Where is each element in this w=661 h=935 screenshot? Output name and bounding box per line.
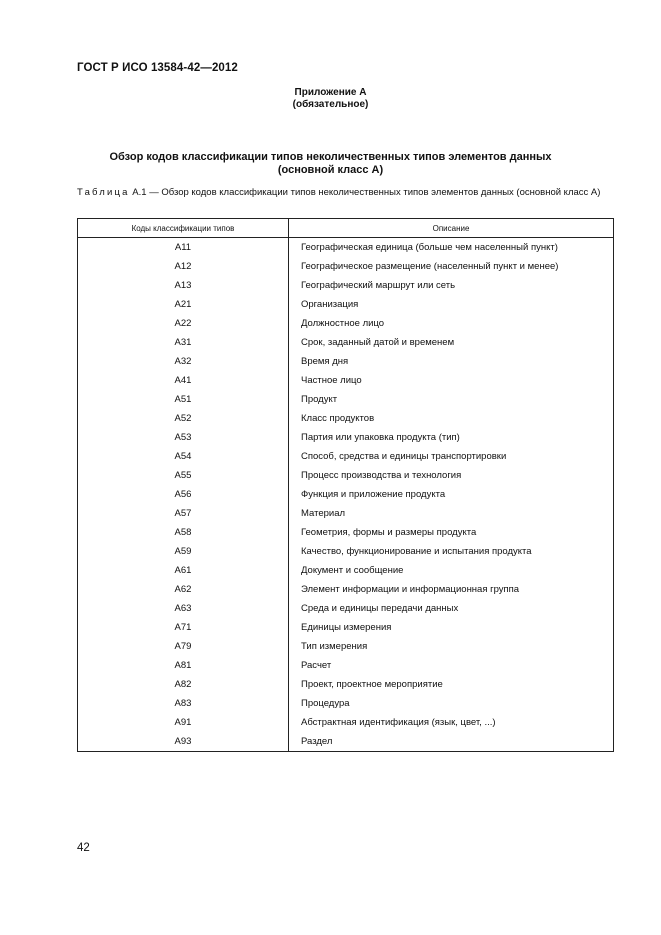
classification-description: Класс продуктов — [289, 409, 614, 428]
classification-code: А82 — [78, 675, 289, 694]
appendix-heading — [0, 87, 661, 111]
classification-description: Качество, функционирование и испытания продукта — [289, 542, 614, 561]
classification-description: Расчет — [289, 656, 614, 675]
classification-description: Материал — [289, 504, 614, 523]
classification-description: Геометрия, формы и размеры продукта — [289, 523, 614, 542]
classification-description: Географический маршрут или сеть — [289, 276, 614, 295]
classification-description: Документ и сообщение — [289, 561, 614, 580]
classification-description: Географическое размещение (населенный пункт и менее) — [289, 257, 614, 276]
table-row — [78, 599, 614, 618]
classification-code: А63 — [78, 599, 289, 618]
table-row — [78, 485, 614, 504]
classification-code: А32 — [78, 352, 289, 371]
classification-code: А22 — [78, 314, 289, 333]
classification-description: Среда и единицы передачи данных — [289, 599, 614, 618]
classification-code: А57 — [78, 504, 289, 523]
classification-code: А52 — [78, 409, 289, 428]
page-number: 42 — [77, 842, 90, 854]
classification-code: А83 — [78, 694, 289, 713]
document-code: ГОСТ Р ИСО 13584-42—2012 — [77, 62, 238, 74]
classification-description: Географическая единица (больше чем населенный пункт) — [289, 238, 614, 258]
table-row — [78, 371, 614, 390]
classification-description: Тип измерения — [289, 637, 614, 656]
table-row — [78, 523, 614, 542]
classification-description: Элемент информации и информационная группа — [289, 580, 614, 599]
classification-description: Частное лицо — [289, 371, 614, 390]
table-row — [78, 314, 614, 333]
table-row — [78, 542, 614, 561]
table-header-row — [78, 219, 614, 238]
appendix-title-line2: (основной класс А) — [277, 164, 384, 176]
table-row — [78, 504, 614, 523]
table-row — [78, 238, 614, 258]
table-row — [78, 694, 614, 713]
classification-code: А55 — [78, 466, 289, 485]
table-row — [78, 447, 614, 466]
table-row — [78, 333, 614, 352]
classification-code: А53 — [78, 428, 289, 447]
classification-description: Способ, средства и единицы транспортировки — [289, 447, 614, 466]
table-body — [78, 238, 614, 752]
classification-code: А93 — [78, 732, 289, 752]
classification-table — [77, 218, 614, 752]
classification-description: Время дня — [289, 352, 614, 371]
table-row — [78, 732, 614, 752]
classification-description: Процедура — [289, 694, 614, 713]
table-row — [78, 637, 614, 656]
table-row — [78, 295, 614, 314]
appendix-title-line1: Обзор кодов классификации типов неколичественных типов элементов данных — [109, 151, 552, 163]
classification-description: Функция и приложение продукта — [289, 485, 614, 504]
table-caption-text: А.1 — Обзор кодов классификации типов неколичественных типов элементов данных (основной класс А) — [129, 187, 601, 198]
classification-code: А61 — [78, 561, 289, 580]
classification-code: А21 — [78, 295, 289, 314]
table-row — [78, 276, 614, 295]
classification-code: А91 — [78, 713, 289, 732]
table-row — [78, 352, 614, 371]
table-row — [78, 257, 614, 276]
classification-code: А41 — [78, 371, 289, 390]
classification-code: А12 — [78, 257, 289, 276]
table-row — [78, 466, 614, 485]
table-row — [78, 713, 614, 732]
classification-description: Процесс производства и технология — [289, 466, 614, 485]
appendix-label: Приложение А — [294, 87, 367, 98]
classification-description: Продукт — [289, 390, 614, 409]
classification-code: А71 — [78, 618, 289, 637]
classification-code: А13 — [78, 276, 289, 295]
classification-description: Единицы измерения — [289, 618, 614, 637]
table-row — [78, 656, 614, 675]
table-caption-prefix: Таблица — [77, 187, 130, 198]
column-header-code: Коды классификации типов — [78, 219, 289, 238]
classification-code: А59 — [78, 542, 289, 561]
table-row — [78, 409, 614, 428]
table-row — [78, 428, 614, 447]
classification-description: Абстрактная идентификация (язык, цвет, ...) — [289, 713, 614, 732]
classification-code: А51 — [78, 390, 289, 409]
classification-code: А54 — [78, 447, 289, 466]
table-row — [78, 390, 614, 409]
classification-code: А79 — [78, 637, 289, 656]
table-row — [78, 580, 614, 599]
classification-code: А81 — [78, 656, 289, 675]
table-row — [78, 675, 614, 694]
classification-code: А31 — [78, 333, 289, 352]
classification-description: Организация — [289, 295, 614, 314]
classification-description: Должностное лицо — [289, 314, 614, 333]
appendix-title — [0, 151, 661, 177]
table-caption — [77, 187, 613, 200]
appendix-status: (обязательное) — [292, 99, 369, 110]
table-row — [78, 561, 614, 580]
classification-description: Партия или упаковка продукта (тип) — [289, 428, 614, 447]
classification-description: Проект, проектное мероприятие — [289, 675, 614, 694]
classification-code: А58 — [78, 523, 289, 542]
classification-description: Раздел — [289, 732, 614, 752]
classification-code: А56 — [78, 485, 289, 504]
classification-code: А62 — [78, 580, 289, 599]
table-row — [78, 618, 614, 637]
column-header-description: Описание — [289, 219, 614, 238]
classification-code: А11 — [78, 238, 289, 258]
classification-description: Срок, заданный датой и временем — [289, 333, 614, 352]
